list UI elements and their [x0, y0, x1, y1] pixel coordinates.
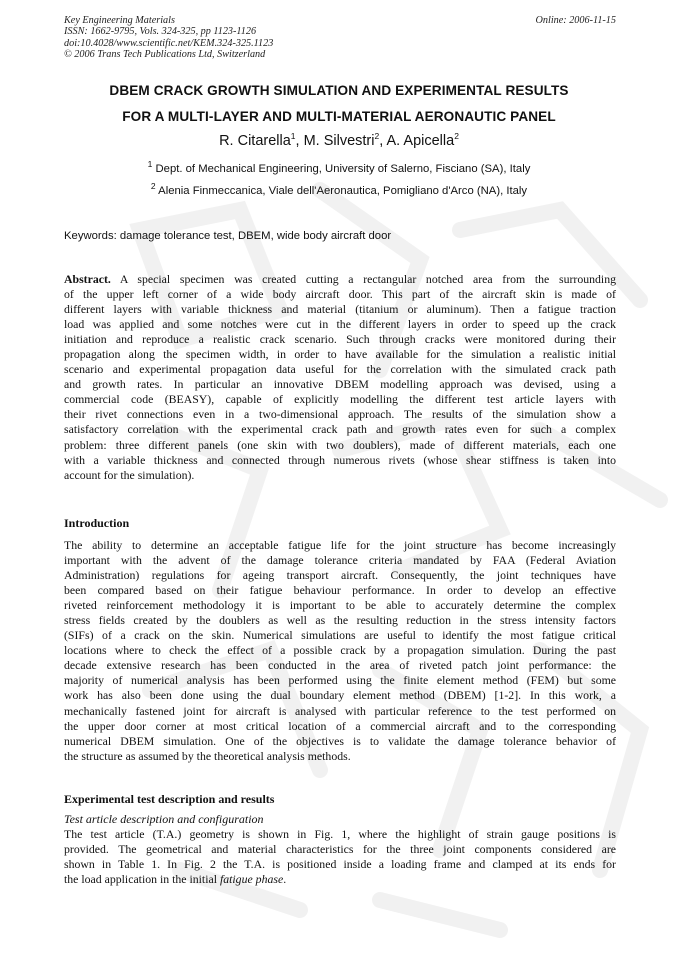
abstract-line: problem: three different panels (one skin with two doublers), made of different materials, each one	[64, 437, 616, 452]
author-separator: ,	[379, 133, 387, 149]
introduction-line: stress fields created by the doublers as well as the resulting reduction in the stress intensity factors	[64, 613, 616, 628]
experimental-heading: Experimental test description and results	[64, 792, 275, 806]
author-name: R. Citarella	[219, 133, 291, 149]
affiliation-text: Alenia Finmeccanica, Viale dell'Aeronautica, Pomigliano d'Arco (NA), Italy	[155, 185, 528, 197]
abstract-line: account for the simulation).	[64, 467, 195, 482]
introduction-line: the upper door corner at most critical location of a commercial aircraft and to the corresponding	[64, 718, 616, 733]
experimental-line-end: .	[283, 872, 287, 887]
abstract-line: satisfactory correlation with the experimental crack path and growth rates even for such a complex	[64, 422, 616, 437]
introduction-line: Administration) regulations for ageing transport aircraft. Consequently, the joint techniques have	[64, 568, 616, 583]
doi-line: doi:10.4028/www.scientific.net/KEM.324-325.1123	[64, 37, 274, 49]
affiliation-2	[40, 181, 638, 197]
abstract-line: with a variable thickness and connected through numerous rivets (whose shear stiffness is taken into	[64, 452, 616, 467]
experimental-line-text: the load application in the initial	[64, 872, 220, 887]
introduction-line: decade extensive research has been conducted in the area of riveted patch joint performance: the	[64, 658, 616, 673]
author-list	[40, 133, 638, 149]
journal-header	[64, 15, 616, 61]
author-affil-mark: 1	[290, 131, 296, 142]
abstract-line: of the upper left corner of a wide body aircraft door. This part of the aircraft skin is made of	[64, 287, 616, 302]
introduction-line: mechanically fastened joint for aircraft is analysed with particular reference to the test performed on	[64, 703, 616, 718]
affiliation-text: Dept. of Mechanical Engineering, University of Salerno, Fisciano (SA), Italy	[152, 163, 531, 175]
abstract-line: their rivet connections even in a two-dimensional approach. The results of the simulation show a	[64, 407, 616, 422]
abstract-line-text: A special specimen was created cutting a rectangular notched area from the surrounding	[110, 272, 616, 286]
paper-title-line-2: FOR A MULTI-LAYER AND MULTI-MATERIAL AERONAUTIC PANEL	[122, 109, 556, 124]
abstract-line: commercial code (BEASY), capable of explicitly modelling the different test article layers with	[64, 392, 616, 407]
introduction-heading: Introduction	[64, 516, 130, 530]
experimental-subheading: Test article description and configuration	[64, 812, 264, 826]
online-date: Online: 2006-11-15	[535, 15, 616, 26]
abstract-line: propagation along the specimen width, in order to have available for the simulation a realistic initial	[64, 347, 616, 362]
copyright-line: © 2006 Trans Tech Publications Ltd, Switzerland	[64, 49, 266, 61]
introduction-paragraph	[64, 538, 616, 764]
introduction-line: locations where to check the effect of a possible crack by a propagation simulation. During the past	[64, 643, 616, 658]
introduction-line: numerical DBEM simulation. One of the objectives is to validate the damage tolerance behavior of	[64, 733, 616, 748]
abstract-line: scenario and experimental propagation data useful for the correlation with the simulated crack path	[64, 362, 616, 377]
author-affil-mark: 2	[454, 131, 459, 142]
keywords-line: Keywords: damage tolerance test, DBEM, wide body aircraft door	[64, 230, 392, 242]
author-name: M. Silvestri	[303, 133, 375, 149]
introduction-line: been compared based on their fatigue behaviour performance. In order to develop an effective	[64, 583, 616, 598]
affiliation-1	[40, 159, 638, 175]
journal-name: Key Engineering Materials	[64, 15, 175, 26]
author-separator: ,	[295, 133, 304, 149]
abstract-paragraph	[64, 272, 616, 483]
experimental-line: provided. The geometrical and material characteristics for the three joint components considered are	[64, 842, 616, 857]
paper-title-line-1: DBEM CRACK GROWTH SIMULATION AND EXPERIMENTAL RESULTS	[109, 83, 569, 98]
author-name: A. Apicella	[386, 133, 455, 149]
abstract-label: Abstract.	[64, 272, 111, 286]
introduction-line: (SIFs) of a crack on the skin. Numerical simulations are useful to identify the most fatigue critical	[64, 628, 616, 643]
introduction-line: important with the advent of the damage tolerance criteria mandated by FAA (Federal Aviation	[64, 553, 616, 568]
experimental-line: The test article (T.A.) geometry is shown in Fig. 1, where the highlight of strain gauge positions is	[64, 827, 616, 841]
experimental-line	[64, 872, 616, 887]
affiliation-mark: 1	[147, 159, 153, 170]
issn-line: ISSN: 1662-9795, Vols. 324-325, pp 1123-1126	[64, 26, 257, 38]
abstract-line: and growth rates. In particular an innovative DBEM modelling approach was devised, using a	[64, 377, 616, 392]
abstract-line: different layers with variable thickness and material (titanium or aluminum). Then a fatigue traction	[64, 302, 616, 317]
introduction-line: majority of numerical analysis has been performed using the finite element method (FEM) but some	[64, 673, 616, 688]
introduction-line: work has also been done using the dual boundary element method (DBEM) [1-2]. In this work, a	[64, 688, 616, 703]
abstract-line	[64, 272, 616, 287]
experimental-line: shown in Table 1. In Fig. 2 the T.A. is positioned inside a loading frame and clamped at its ends for	[64, 857, 616, 872]
abstract-line: load was applied and some notches were cut in the different layers in order to speed up the crack	[64, 317, 616, 332]
abstract-line: initiation and reproduce a realistic crack scenario. Such through cracks were monitored during their	[64, 332, 616, 347]
introduction-line: The ability to determine an acceptable fatigue life for the joint structure has become increasingly	[64, 538, 616, 552]
fatigue-phase-term: fatigue phase	[219, 872, 284, 887]
author-affil-mark: 2	[374, 131, 380, 142]
introduction-line: riveted reinforcement methodology it is important to be able to accurately determine the complex	[64, 598, 616, 613]
experimental-paragraph	[64, 827, 616, 887]
affiliation-mark: 2	[150, 181, 156, 192]
introduction-line: the structure as assumed by the theoretical analysis methods.	[64, 748, 351, 763]
